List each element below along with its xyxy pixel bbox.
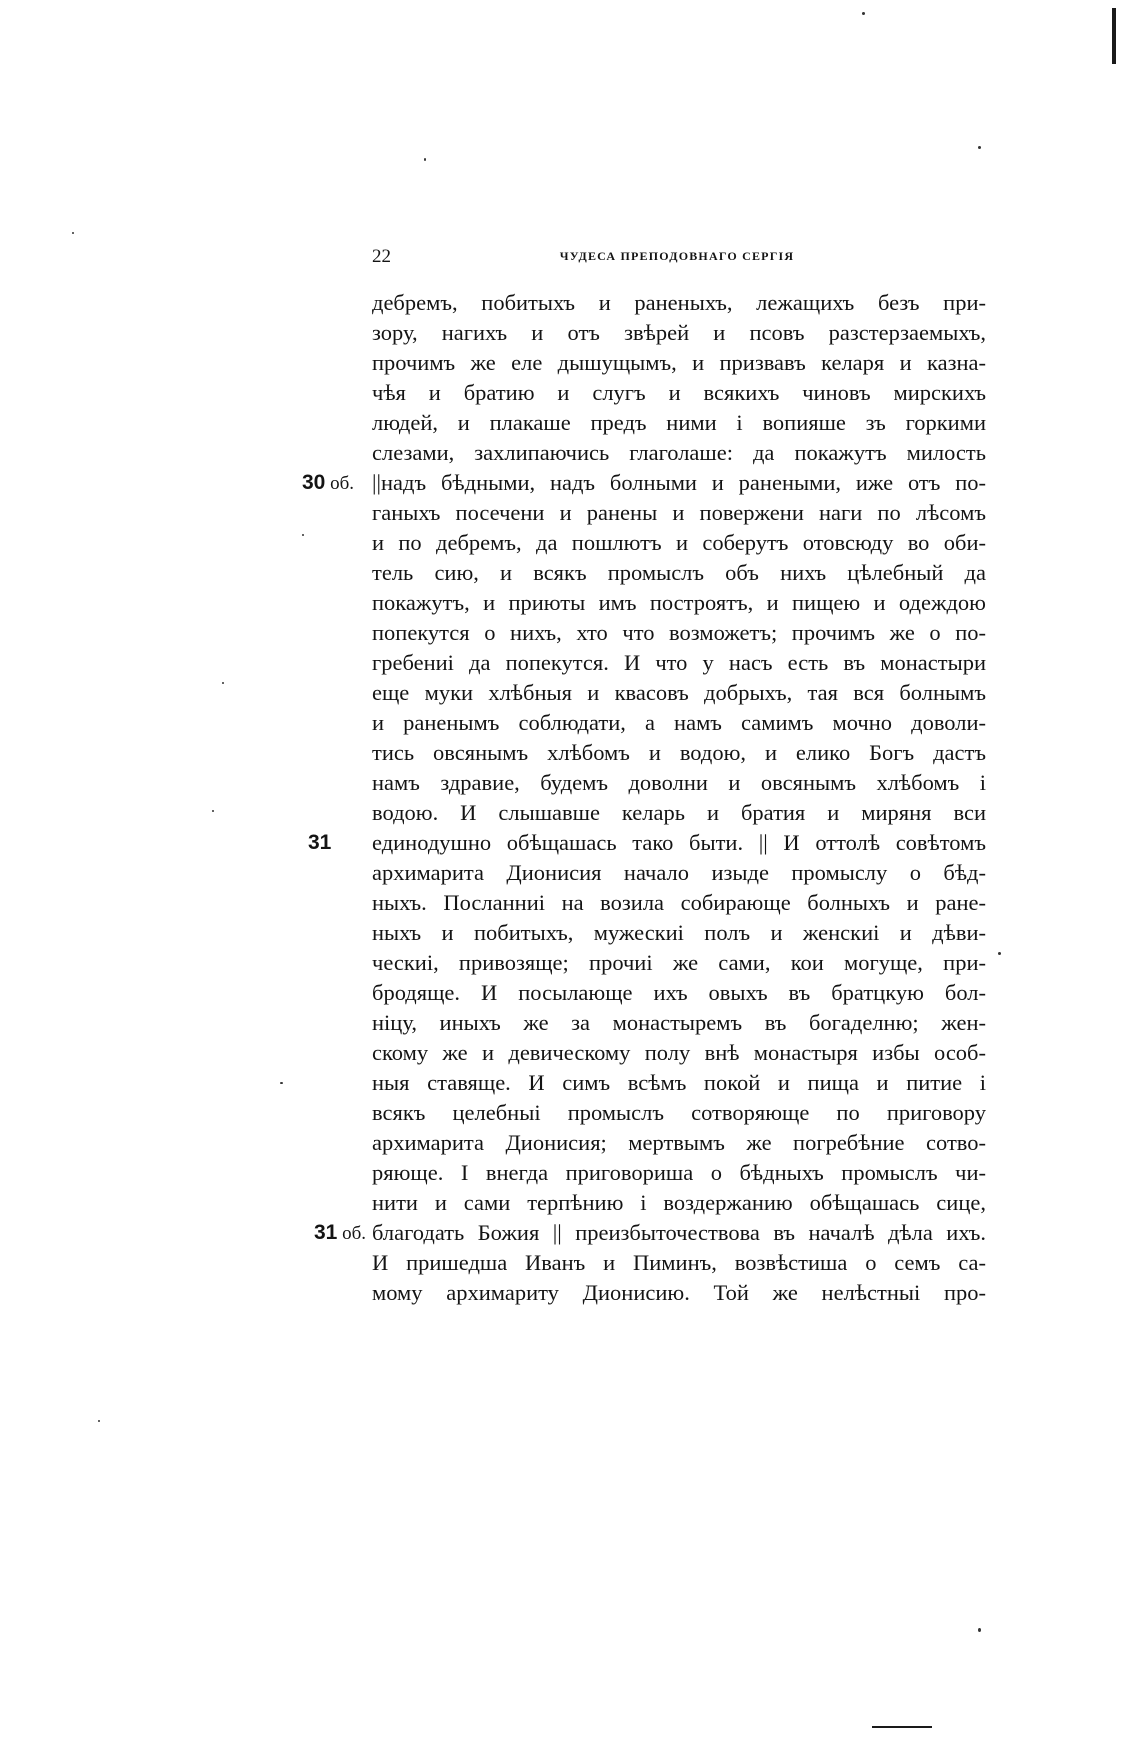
text-line: ||надъ бѣдными, надъ болными и ранеными, иже отъ по-: [372, 470, 986, 495]
text-line: ныя ставяще. И симъ всѣмъ покой и пища и питие і: [372, 1070, 986, 1095]
margin-note-folio-30-verso: 30 об.: [302, 471, 355, 494]
text-line: мому архимариту Дионисию. Той же нелѣстныі про-: [372, 1280, 986, 1305]
text-line: всякъ целебныі промыслъ сотворяюще по приговору: [372, 1100, 986, 1125]
scan-speck: [222, 682, 224, 684]
text-line: и раненымъ соблюдати, а намъ самимъ мочно доволи-: [372, 710, 986, 735]
text-line: тель сию, и всякъ промыслъ объ нихъ цѣлебный да: [372, 560, 986, 585]
text-line: гребениі да попекутся. И что у насъ есть въ монастыри: [372, 650, 986, 675]
scan-speck: [978, 1628, 981, 1632]
scan-speck: [72, 232, 74, 234]
text-line: попекутся о нихъ, хто что возможетъ; прочимъ же о по-: [372, 620, 986, 645]
scan-speck: [280, 1082, 283, 1084]
page-number: 22: [372, 246, 391, 267]
text-line: тись овсянымъ хлѣбомъ и водою, и елико Богъ дастъ: [372, 740, 986, 765]
margin-note-folio-31-verso: 31 об.: [314, 1221, 367, 1244]
text-line: слезами, захлипаючись глаголаше: да покажутъ милость: [372, 440, 986, 465]
text-line: зору, нагихъ и отъ звѣрей и псовъ разстерзаемыхъ,: [372, 320, 986, 345]
body-text: [372, 288, 986, 1308]
text-line: ніцу, иныхъ же за монастыремъ въ богаделню; жен-: [372, 1010, 986, 1035]
text-line: ныхъ и побитыхъ, мужескиі полъ и женскиі и дѣви-: [372, 920, 986, 945]
scan-speck: [98, 1420, 100, 1422]
page-header: [372, 246, 982, 276]
scan-speck: [998, 952, 1001, 955]
text-line: намъ здравие, будемъ доволни и овсянымъ хлѣбомъ і: [372, 770, 986, 795]
text-line: людей, и плакаше предъ ними і вопияше зъ горкими: [372, 410, 986, 435]
scan-speck: [212, 810, 214, 812]
scan-edge-mark: [1112, 8, 1116, 64]
text-line: ряюще. І внегда приговориша о бѣдныхъ промыслъ чи-: [372, 1160, 986, 1185]
text-line: ганыхъ посечени и ранены и повержени наги по лѣсомъ: [372, 500, 986, 525]
text-line: водою. И слышавше келарь и братия и миряня вси: [372, 800, 986, 825]
margin-note-folio-31: 31: [308, 831, 332, 854]
text-line: И пришедша Иванъ и Пиминъ, возвѣстиша о семъ са-: [372, 1250, 986, 1275]
text-line: архимарита Дионисия начало изыде промыслу о бѣд-: [372, 860, 986, 885]
text-line: благодать Божия || преизбыточествова въ началѣ дѣла ихъ.: [372, 1220, 986, 1245]
scan-speck: [978, 146, 981, 149]
text-line: скому же и девическому полу внѣ монастыря избы особ-: [372, 1040, 986, 1065]
scan-speck: [302, 534, 304, 536]
text-line: архимарита Дионисия; мертвымъ же погребѣние сотво-: [372, 1130, 986, 1155]
text-line: бродяще. И посылающе ихъ овыхъ въ братцкую бол-: [372, 980, 986, 1005]
running-title: ЧУДЕСА ПРЕПОДОВНАГО СЕРГІЯ: [559, 249, 795, 263]
text-line: нити и сами терпѣнию і воздержанию обѣщашась сице,: [372, 1190, 986, 1215]
text-line: ныхъ. Посланниі на возила собирающе болныхъ и ране-: [372, 890, 986, 915]
scan-edge-mark: [872, 1726, 932, 1728]
text-line: еще муки хлѣбныя и квасовъ добрыхъ, тая вся болнымъ: [372, 680, 986, 705]
text-line: ческиі, привозяще; прочиі же сами, кои могуще, при-: [372, 950, 986, 975]
text-line: и по дебремъ, да пошлютъ и соберутъ отовсюду во оби-: [372, 530, 986, 555]
text-line: единодушно обѣщашась тако быти. || И оттолѣ совѣтомъ: [372, 830, 986, 855]
text-line: дебремъ, побитыхъ и раненыхъ, лежащихъ безъ при-: [372, 290, 986, 315]
text-line: прочимъ же еле дышущымъ, и призвавъ келаря и казна-: [372, 350, 986, 375]
scan-speck: [862, 12, 865, 15]
text-line: покажутъ, и приюты имъ построятъ, и пищею и одеждою: [372, 590, 986, 615]
text-line: чѣя и братию и слугъ и всякихъ чиновъ мирскихъ: [372, 380, 986, 405]
scan-speck: [424, 158, 426, 161]
